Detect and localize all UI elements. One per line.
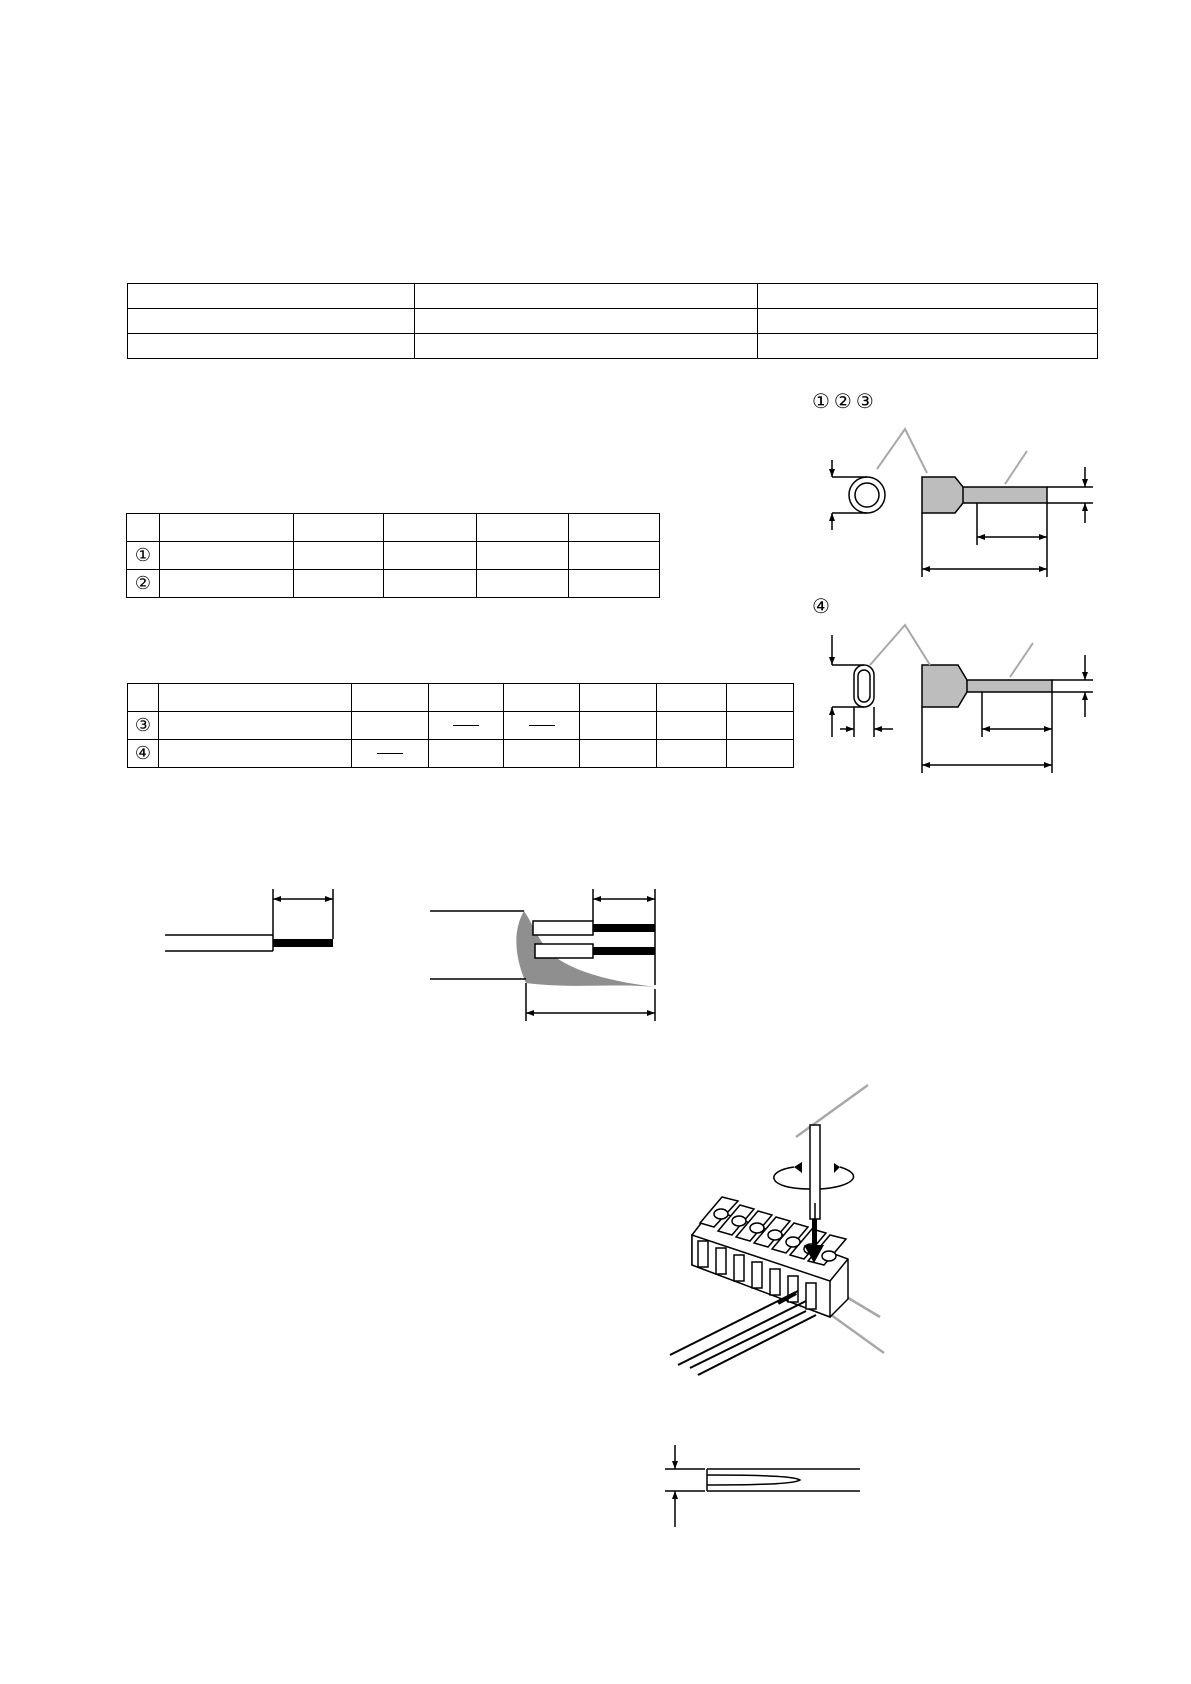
table-cell	[477, 542, 569, 570]
table-cell	[727, 684, 794, 712]
figure-markers-1-2-3: ①②③	[812, 389, 878, 413]
table-cell	[580, 712, 657, 740]
table-cell	[159, 740, 352, 768]
table-cell	[160, 514, 294, 542]
table-cell	[415, 334, 758, 359]
wire-strip-icon	[160, 885, 350, 965]
ferrule-table-b	[127, 683, 794, 768]
table-cell	[504, 740, 580, 768]
table-cell	[128, 309, 415, 334]
ferrule-oval-icon	[815, 625, 1105, 785]
table-row	[128, 684, 794, 712]
row-number	[128, 684, 159, 712]
figure-marker-4: ④	[812, 594, 834, 618]
table-cell	[352, 712, 429, 740]
table-cell	[504, 684, 580, 712]
table-cell	[294, 542, 384, 570]
table-cell	[727, 712, 794, 740]
screwdriver-tip-icon	[665, 1445, 865, 1535]
table-cell	[159, 684, 352, 712]
table-cell	[758, 284, 1098, 309]
table-cell	[569, 514, 660, 542]
table-cell	[294, 514, 384, 542]
ferrule-table-a	[126, 513, 660, 598]
table-row	[127, 542, 660, 570]
table-cell	[657, 712, 727, 740]
row-number: ①	[127, 542, 160, 570]
table-cell	[477, 570, 569, 598]
table-row	[128, 309, 1098, 334]
table-row	[127, 514, 660, 542]
table-row	[128, 284, 1098, 309]
cable-strip-icon	[430, 885, 660, 1025]
table-cell	[384, 570, 477, 598]
table-cell	[384, 542, 477, 570]
table-cell	[159, 712, 352, 740]
table-cell	[429, 740, 504, 768]
table-row	[128, 740, 794, 768]
table-cell	[415, 284, 758, 309]
table-cell	[384, 514, 477, 542]
table-cell	[294, 570, 384, 598]
table-cell	[727, 740, 794, 768]
row-number	[127, 514, 160, 542]
dash-mark	[453, 725, 479, 726]
table-cell	[477, 514, 569, 542]
table-cell	[128, 334, 415, 359]
table-cell	[569, 570, 660, 598]
table-cell	[429, 712, 504, 740]
dash-mark	[529, 725, 555, 726]
table-cell	[569, 542, 660, 570]
table-cell	[758, 334, 1098, 359]
table-cell	[160, 570, 294, 598]
terminal-block-icon	[670, 1085, 900, 1375]
row-number: ②	[127, 570, 160, 598]
row-number: ③	[128, 712, 159, 740]
table-cell	[657, 684, 727, 712]
table-cell	[352, 684, 429, 712]
table-row	[128, 712, 794, 740]
top-spec-table	[127, 283, 1098, 359]
dash-mark	[377, 753, 403, 754]
table-cell	[352, 740, 429, 768]
table-cell	[758, 309, 1098, 334]
table-cell	[657, 740, 727, 768]
table-cell	[429, 684, 504, 712]
table-row	[127, 570, 660, 598]
table-row	[128, 334, 1098, 359]
table-cell	[580, 740, 657, 768]
table-cell	[415, 309, 758, 334]
table-cell	[504, 712, 580, 740]
ferrule-round-icon	[815, 425, 1105, 585]
table-cell	[128, 284, 415, 309]
table-cell	[580, 684, 657, 712]
row-number: ④	[128, 740, 159, 768]
table-cell	[160, 542, 294, 570]
